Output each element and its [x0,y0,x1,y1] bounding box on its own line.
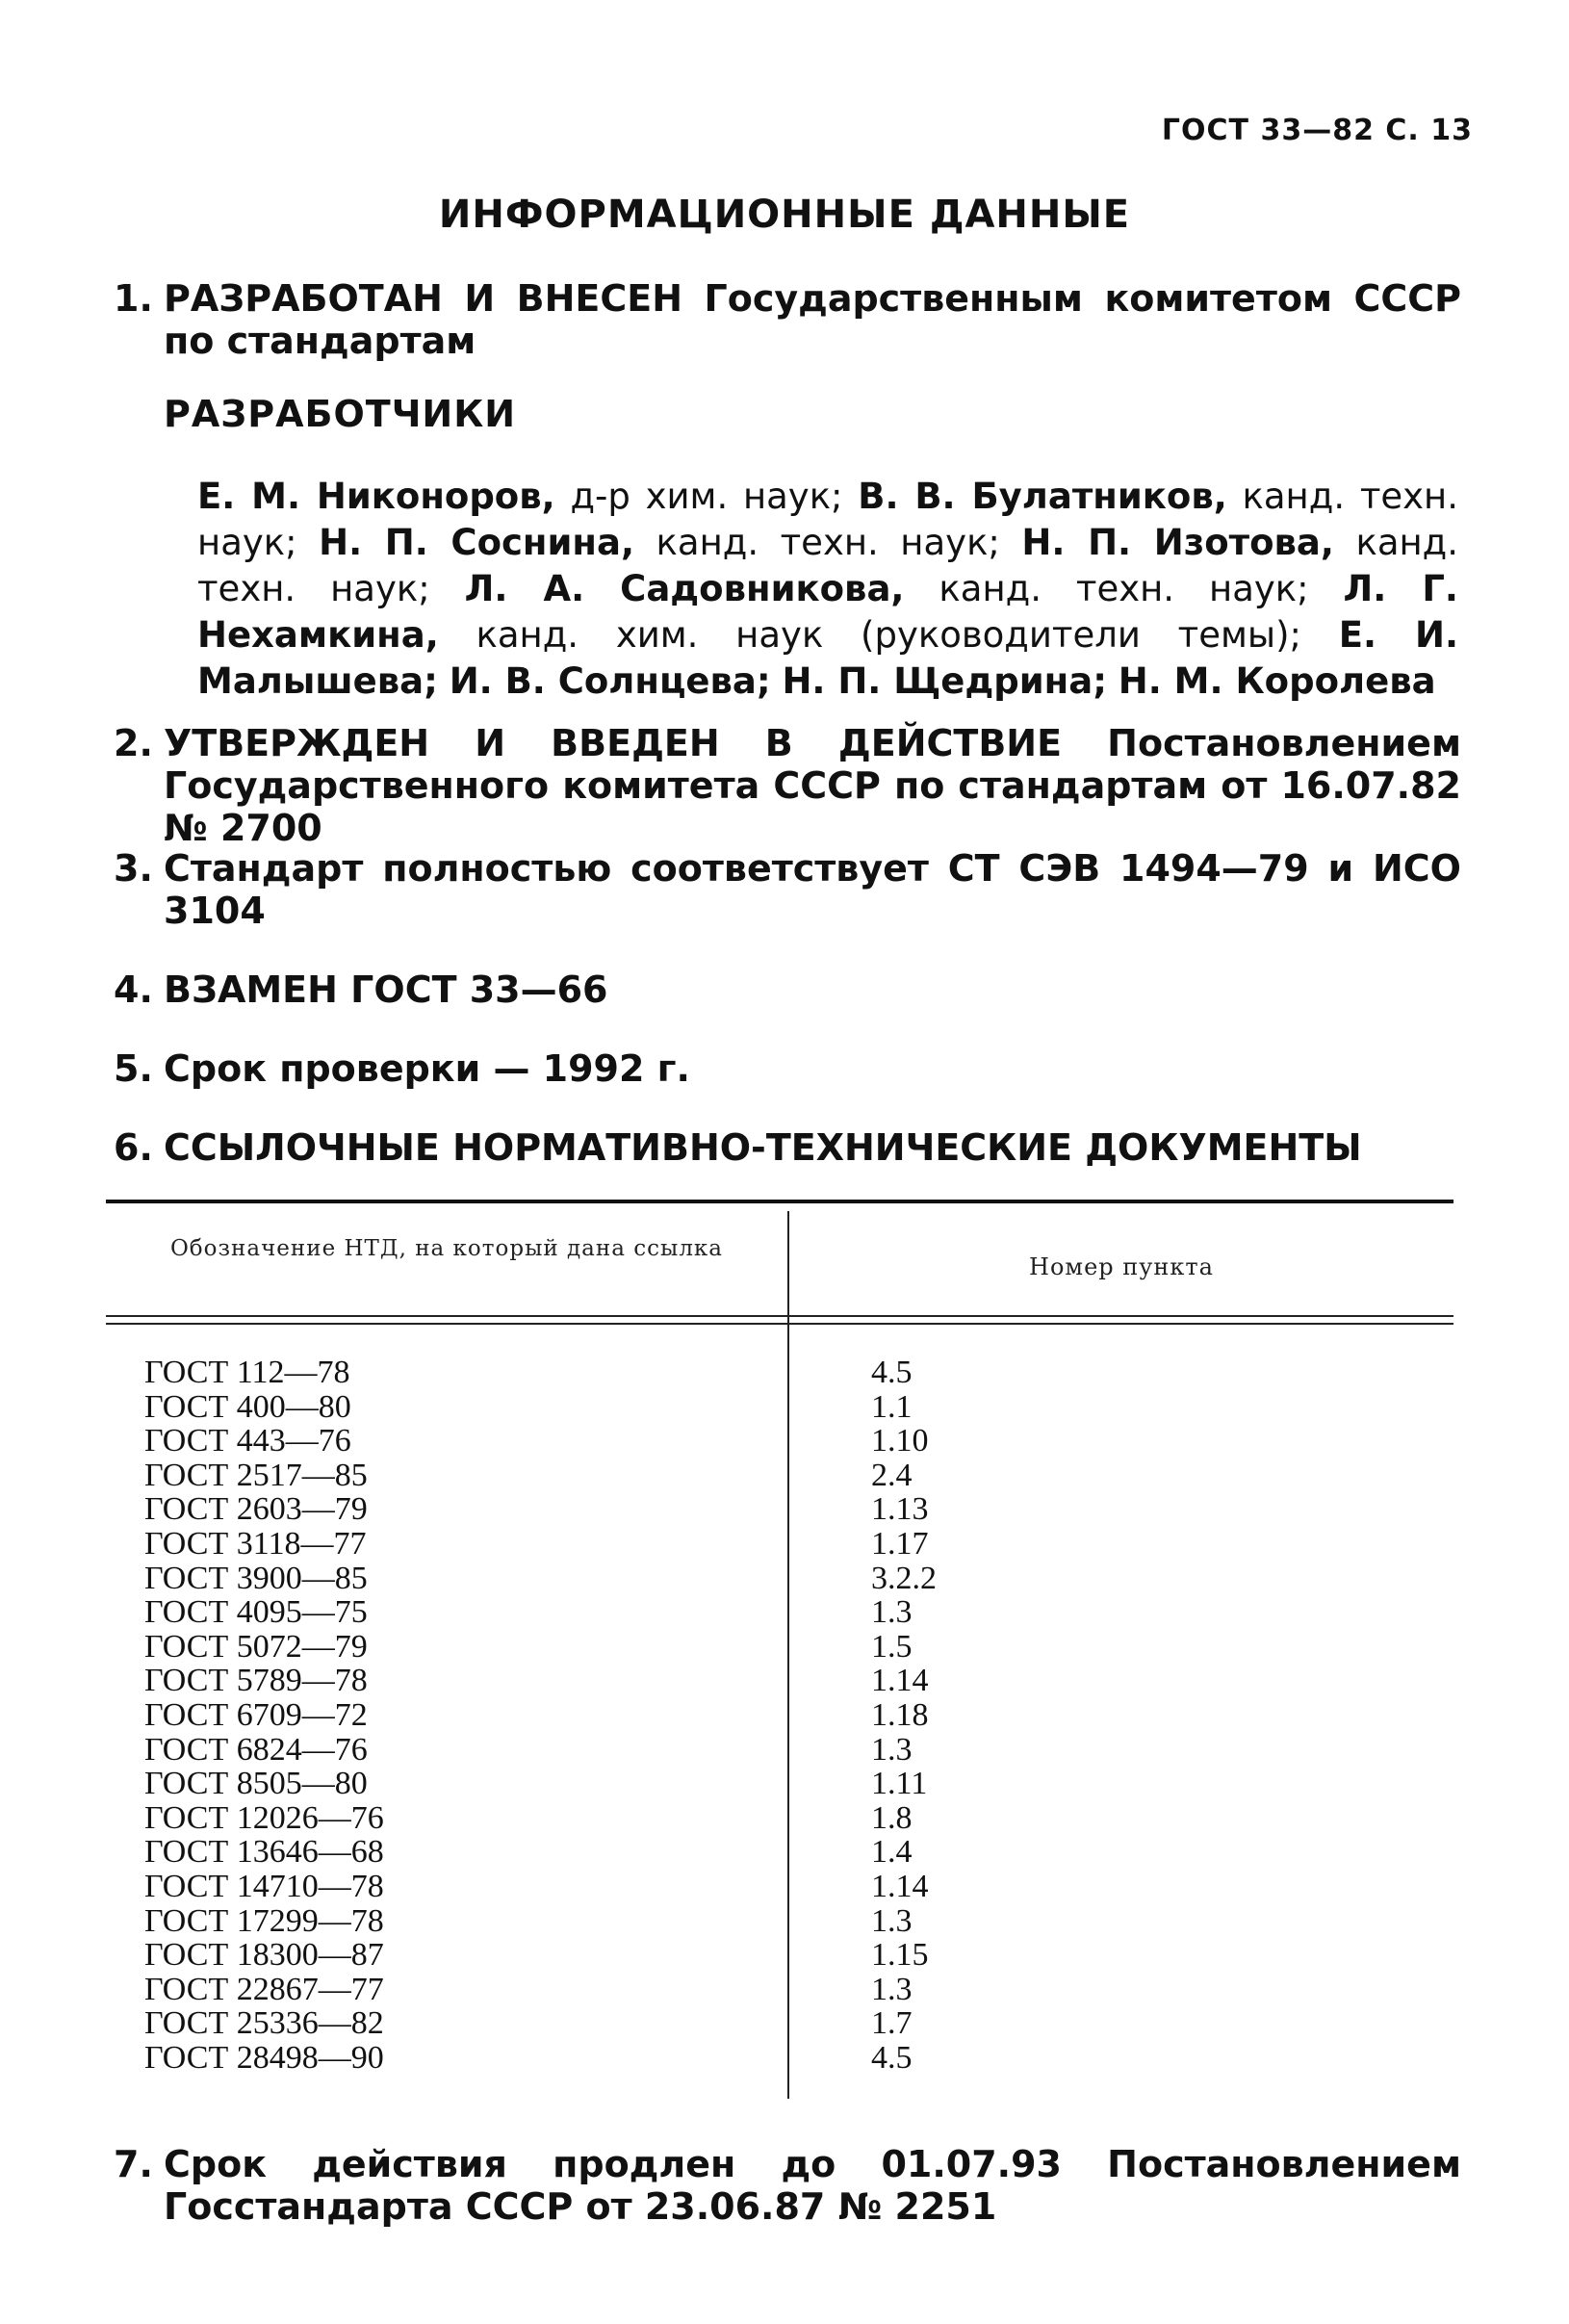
table-cell-clause: 1.13 [871,1491,929,1528]
table-cell-document: ГОСТ 400—80 [144,1388,351,1425]
section-text: ССЫЛОЧНЫЕ НОРМАТИВНО-ТЕХНИЧЕСКИЕ ДОКУМЕНТЫ [164,1126,1362,1169]
table-cell-clause: 2.4 [871,1457,913,1493]
table-cell-document: ГОСТ 3118—77 [144,1525,367,1562]
author-name: Н. М. Королева [1118,660,1436,702]
table-header-document: Обозначение НТД, на который дана ссылка [169,1236,724,1261]
page-header: ГОСТ 33—82 С. 13 [1161,114,1473,147]
table-cell-document: ГОСТ 443—76 [144,1423,351,1459]
table-clause-column [871,1356,1160,2075]
author-name: В. В. Булатников, [858,476,1227,517]
author-name: Е. М. Никоноров, [197,476,555,517]
table-cell-clause: 3.2.2 [871,1560,937,1596]
table-cell-clause: 4.5 [871,1355,913,1390]
section-number: 6. [114,1126,153,1169]
table-cell-document: ГОСТ 17299—78 [144,1902,384,1939]
section-text: Срок проверки — 1992 г. [164,1047,690,1090]
table-cell-document: ГОСТ 2603—79 [144,1491,368,1528]
author-name: Н. П. Изотова, [1021,522,1334,563]
table-cell-clause: 4.5 [871,2039,913,2076]
table-cell-clause: 1.8 [871,1799,913,1836]
author-degree: канд. техн. наук; [656,522,1000,563]
section-5 [114,1047,1461,1090]
section-number: 4. [114,968,153,1011]
table-cell-document: ГОСТ 6824—76 [144,1731,368,1768]
section-number: 7. [114,2143,153,2185]
table-cell-document: ГОСТ 3900—85 [144,1560,368,1596]
table-cell-clause: 1.3 [871,1594,913,1631]
table-cell-clause: 1.1 [871,1388,913,1425]
section-number: 3. [114,847,153,890]
table-cell-clause: 1.14 [871,1663,929,1699]
table-cell-document: ГОСТ 22867—77 [144,1971,384,2007]
table-cell-clause: 1.3 [871,1731,913,1768]
document-title: ИНФОРМАЦИОННЫЕ ДАННЫЕ [438,193,1131,237]
author-name: Н. П. Соснина, [319,522,635,563]
section-text: Стандарт полностью соответствует СТ СЭВ 1494—79 и ИСО 3104 [164,847,1461,932]
developers-list [197,474,1458,705]
table-document-column [144,1356,780,2075]
table-cell-document: ГОСТ 5789—78 [144,1663,368,1699]
table-cell-clause: 1.17 [871,1525,929,1562]
author-name: Н. П. Щедрина; [782,660,1108,702]
table-cell-document: ГОСТ 2517—85 [144,1457,368,1493]
table-cell-document: ГОСТ 18300—87 [144,1937,384,1974]
section-4 [114,968,1461,1011]
table-cell-clause: 1.5 [871,1628,913,1665]
author-degree: д-р хим. наук; [570,476,843,517]
section-text: УТВЕРЖДЕН И ВВЕДЕН В ДЕЙСТВИЕ Постановлением Государственного комитета СССР по стандартам от 16.07.82 № 2700 [164,722,1461,849]
table-cell-clause: 1.18 [871,1696,929,1733]
table-cell-document: ГОСТ 13646—68 [144,1834,384,1871]
table-cell-document: ГОСТ 8505—80 [144,1766,368,1802]
table-column-divider [787,1211,789,2099]
section-number: 2. [114,722,153,764]
table-cell-clause: 1.3 [871,1971,913,2007]
table-cell-document: ГОСТ 4095—75 [144,1594,368,1631]
author-degree: канд. техн. наук; [939,568,1309,609]
table-header-clause: Номер пункта [1029,1253,1214,1280]
developers-heading: РАЗРАБОТЧИКИ [164,393,517,435]
author-name: Е. И. Малышева; [197,614,1459,702]
table-cell-clause: 1.10 [871,1423,929,1459]
section-3 [114,847,1461,932]
author-degree: канд. хим. наук (руководители темы); [476,614,1302,656]
section-7 [114,2143,1461,2228]
table-cell-document: ГОСТ 6709—72 [144,1696,368,1733]
table-top-rule [106,1200,1453,1203]
table-cell-clause: 1.15 [871,1937,929,1974]
table-cell-clause: 1.7 [871,2005,913,2042]
table-cell-document: ГОСТ 28498—90 [144,2039,384,2076]
table-cell-clause: 1.11 [871,1766,928,1802]
section-1 [114,277,1461,362]
author-name: Л. Г. Нехамкина, [197,568,1458,656]
section-6 [114,1126,1461,1169]
table-cell-document: ГОСТ 25336—82 [144,2005,384,2042]
table-cell-document: ГОСТ 5072—79 [144,1628,368,1665]
table-cell-document: ГОСТ 14710—78 [144,1868,384,1904]
author-degree: канд. техн. наук; [197,522,1459,609]
table-header-rule [106,1315,1453,1317]
table-cell-document: ГОСТ 12026—76 [144,1799,384,1836]
table-cell-clause: 1.4 [871,1834,913,1871]
author-name: Л. А. Садовникова, [464,568,905,609]
table-header-rule [106,1323,1453,1325]
section-2 [114,722,1461,849]
table-cell-clause: 1.14 [871,1868,929,1904]
author-degree: канд. техн. наук; [197,476,1458,563]
section-number: 5. [114,1047,153,1090]
section-text: Срок действия продлен до 01.07.93 Постановлением Госстандарта СССР от 23.06.87 № 2251 [164,2143,1461,2228]
section-number: 1. [114,277,153,320]
table-cell-clause: 1.3 [871,1902,913,1939]
section-text: РАЗРАБОТАН И ВНЕСЕН Государственным комитетом СССР по стандартам [164,277,1461,362]
section-text: ВЗАМЕН ГОСТ 33—66 [164,968,608,1011]
table-cell-document: ГОСТ 112—78 [144,1355,350,1390]
author-name: И. В. Солнцева; [449,660,771,702]
